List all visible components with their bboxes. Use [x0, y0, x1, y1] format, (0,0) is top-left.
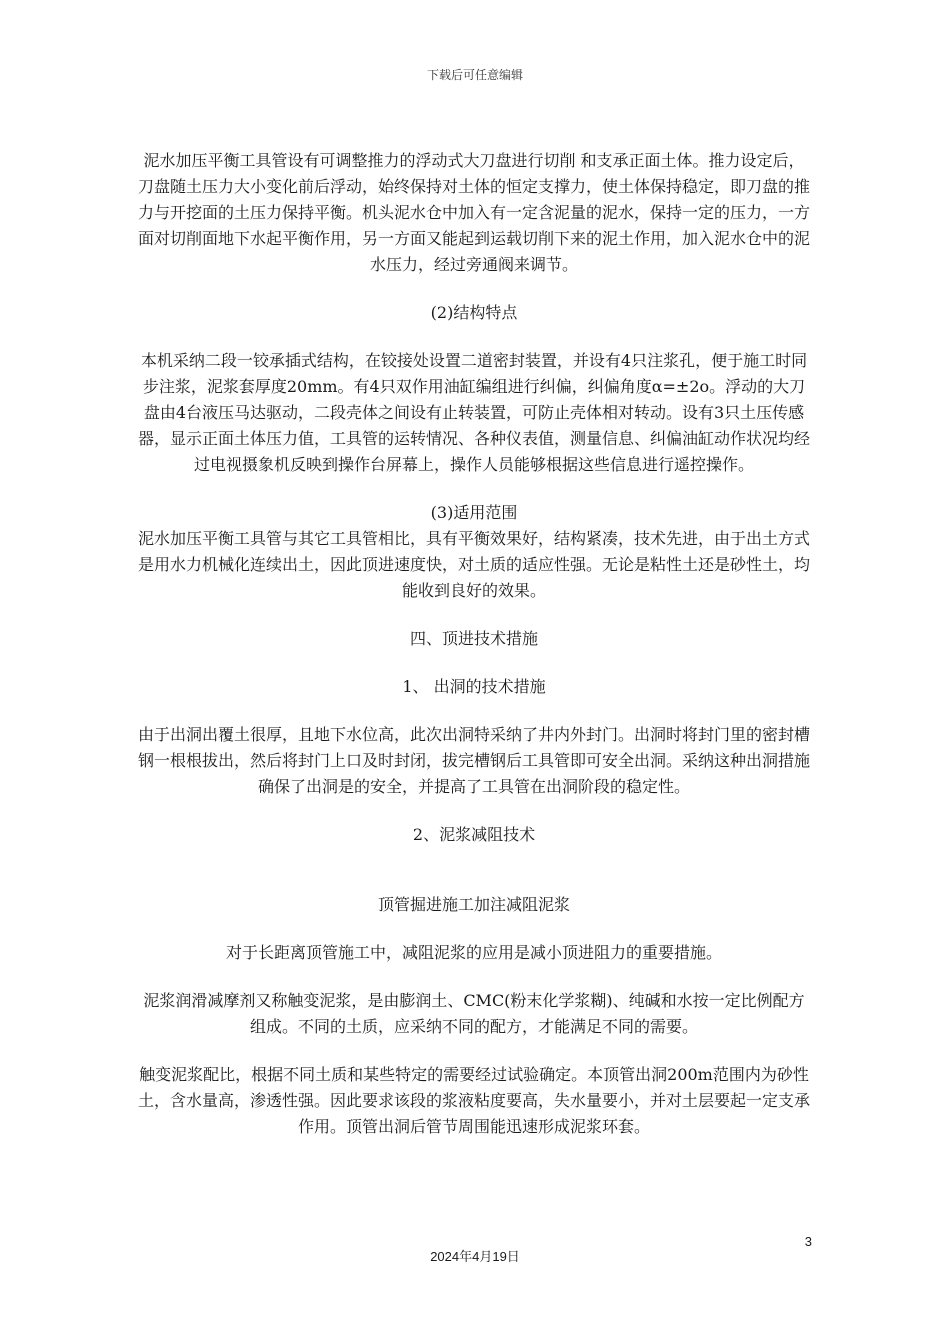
page-header: 下载后可任意编辑 — [426, 68, 523, 82]
paragraph-cutterhead: 泥水加压平衡工具管设有可调整推力的浮动式大刀盘进行切削 和支承正面土体。推力设定后，刀盘随土压力大小变化前后浮动，始终保持对土体的恒定支撑力，使土体保持稳定，即刀盘的推力与开挖面的土压力保持平衡。机头泥水仓中加入有一定含泥量的泥水，保持一定的压力，一方面对切削面地下水起平衡作用，另一方面又能起到运载切削下来的泥土作用，加入泥水仓中的泥水压力，经过旁通阀来调节。 — [138, 151, 811, 274]
footer-date: 2024年4月19日 — [430, 1249, 520, 1264]
heading-structure: (2)结构特点 — [430, 303, 518, 322]
heading-scope: (3)适用范围 — [430, 503, 518, 522]
paragraph-structure: 本机采纳二段一铰承插式结构，在铰接处设置二道密封装置，并设有4只注浆孔，便于施工时同步注浆，泥浆套厚度20mm。有4只双作用油缸编组进行纠偏，纠偏角度α=±2o。浮动的大刀盘由4台液压马达驱动，二段壳体之间设有止转装置，可防止壳体相对转动。设有3只土压传感器，显示正面土体压力值，工具管的运转情况、各种仪表值，测量信息、纠偏油缸动作状况均经过电视摄象机反映到操作台屏幕上，操作人员能够根据这些信息进行遥控操作。 — [138, 351, 811, 474]
heading-mud-injection: 顶管掘进施工加注减阻泥浆 — [377, 895, 570, 914]
heading-mud-technique: 2、泥浆减阻技术 — [412, 825, 536, 844]
paragraph-lubricant: 泥浆润滑减摩剂又称触变泥浆，是由膨润土、CMC(粉末化学浆糊)、纯碱和水按一定比例配方组成。不同的土质，应采纳不同的配方，才能满足不同的需要。 — [143, 991, 805, 1036]
page-number: 3 — [804, 1234, 812, 1249]
heading-section-four: 四、顶进技术措施 — [409, 629, 538, 648]
paragraph-scope: 泥水加压平衡工具管与其它工具管相比，具有平衡效果好，结构紧凑，技术先进，由于出土方式是用水力机械化连续出土，因此顶进速度快，对土质的适应性强。无论是粘性土还是砂性土，均能收到良好的效果。 — [138, 529, 811, 600]
paragraph-mix-ratio: 触变泥浆配比，根据不同土质和某些特定的需要经过试验确定。本顶管出洞200m范围内为砂性土，含水量高，渗透性强。因此要求该段的浆液粘度要高，失水量要小，并对土层要起一定支承作用。顶管出洞后管节周围能迅速形成泥浆环套。 — [138, 1065, 811, 1136]
document-body — [138, 148, 810, 1140]
heading-exit-measures: 1、 出洞的技术措施 — [402, 677, 546, 696]
paragraph-long-distance: 对于长距离顶管施工中，减阻泥浆的应用是减小顶进阻力的重要措施。 — [225, 943, 722, 962]
paragraph-exit: 由于出洞出覆土很厚，且地下水位高，此次出洞特采纳了井内外封门。出洞时将封门里的密封槽钢一根根拔出，然后将封门上口及时封闭，拔完槽钢后工具管即可安全出洞。采纳这种出洞措施确保了出洞是的安全，并提高了工具管在出洞阶段的稳定性。 — [138, 725, 811, 796]
